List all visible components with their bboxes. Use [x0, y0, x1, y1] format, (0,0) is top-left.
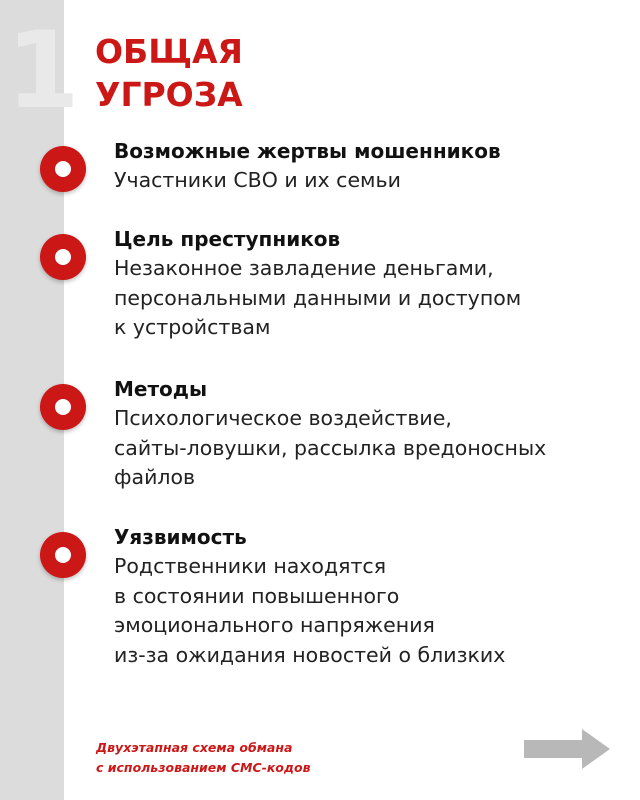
page-title-line: УГРОЗА: [95, 75, 243, 114]
list-item-text: [114, 136, 634, 196]
slide-number: 1: [6, 9, 78, 132]
list-item-description: [114, 404, 634, 493]
bullet-ring-icon: [40, 532, 86, 578]
list-item-description: [114, 254, 634, 343]
list-item-description: [114, 552, 634, 670]
description-line: Родственники находятся: [114, 554, 387, 578]
page-title-line: ОБЩАЯ: [95, 32, 243, 71]
description-line: эмоционального напряжения: [114, 613, 435, 637]
list-item-text: [114, 374, 634, 493]
description-line: из-за ожидания новостей о близких: [114, 642, 506, 667]
description-line: Незаконное завладение деньгами,: [114, 256, 494, 280]
bullet-ring-icon: [40, 146, 86, 192]
list-item-description: [114, 166, 634, 196]
next-slide-caption-line: Двухэтапная схема обмана: [96, 740, 293, 755]
next-slide-button[interactable]: [524, 727, 612, 771]
list-item-text: [114, 224, 634, 343]
list-item-heading: Возможные жертвы мошенников: [114, 139, 501, 163]
arrow-right-icon: [524, 727, 612, 771]
page-title: [95, 30, 243, 116]
description-line: файлов: [114, 465, 196, 489]
next-slide-caption-line: с использованием СМС-кодов: [96, 760, 311, 775]
bullet-ring-icon: [40, 384, 86, 430]
list-item-heading: Уязвимость: [114, 525, 247, 549]
description-line: в состоянии повышенного: [114, 583, 400, 608]
description-line: Участники СВО и их семьи: [114, 168, 401, 192]
list-item-heading: Методы: [114, 377, 208, 401]
description-line: к устройствам: [114, 315, 271, 339]
next-slide-caption: [96, 738, 311, 778]
list-item-text: [114, 522, 634, 670]
description-line: сайты-ловушки, рассылка вредоносных: [114, 435, 547, 460]
list-item-heading: Цель преступников: [114, 227, 341, 251]
bullet-ring-icon: [40, 234, 86, 280]
description-line: Психологическое воздействие,: [114, 406, 452, 430]
description-line: персональными данными и доступом: [114, 285, 522, 310]
